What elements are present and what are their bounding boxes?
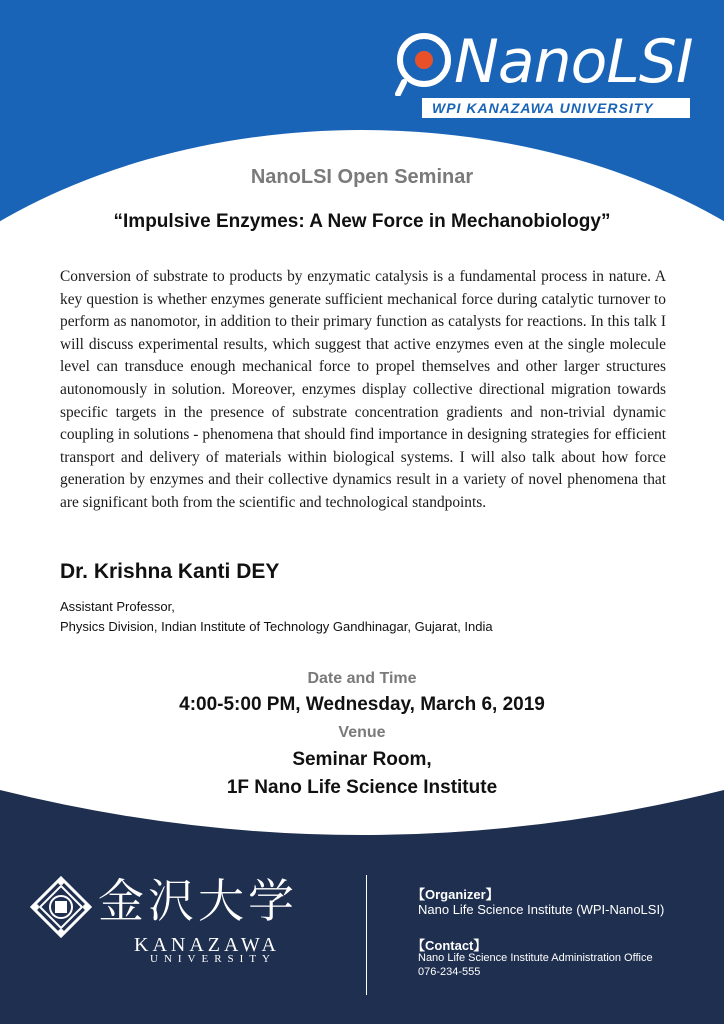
speaker-name: Dr. Krishna Kanti DEY (60, 560, 280, 583)
logo-subtitle (422, 98, 690, 118)
nanolsi-logo (394, 28, 694, 120)
university-name: KANAZAWA (134, 934, 280, 956)
seminar-series: NanoLSI Open Seminar (250, 166, 474, 188)
speaker-position: Assistant Professor, (60, 599, 175, 614)
footer-divider (366, 875, 367, 995)
kanazawa-emblem-icon (30, 876, 92, 938)
contact-label: 【Contact】 (412, 938, 487, 953)
speaker-affiliation (60, 597, 493, 637)
date-time-label: Date and Time (307, 670, 417, 687)
contact-phone: 076-234-555 (418, 966, 481, 978)
logo-wordmark: NanoLSI (454, 27, 693, 97)
university-sub: UNIVERSITY (150, 953, 276, 965)
university-kanji: 金沢大学 (98, 874, 298, 928)
venue-line-1: Seminar Room, (292, 749, 432, 770)
organizer-label: 【Organizer】 (412, 887, 499, 902)
date-time-value: 4:00-5:00 PM, Wednesday, March 6, 2019 (179, 694, 545, 715)
nanolsi-mark-icon (394, 30, 456, 96)
speaker-institute: Physics Division, Indian Institute of Technology Gandhinagar, Gujarat, India (60, 619, 493, 634)
venue-label: Venue (338, 724, 386, 741)
abstract-text: Conversion of substrate to products by enzymatic catalysis is a fundamental process in nature. A key question is whether enzymes generate sufficient mechanical force during catalytic turnover to perform as nanomotor, in addition to their primary function as catalysts for reactions. In this talk I will discuss experimental results, which suggest that active enzymes even at the single molecule level can transduce enough mechanical force to propel themselves and other larger structures autonomously in solution. Moreover, enzymes display collective directional migration towards specific targets in the presence of substrate concentration gradients and non-trivial dynamic coupling in solutions - phenomena that should find importance in designing strategies for efficient transport and delivery of materials within biological systems. I will also talk about how force generation by enzymes and their collective dynamics result in a variety of novel phenomena that are significant both from the scientific and technological standpoints. (60, 268, 666, 511)
contact-office: Nano Life Science Institute Administration Office (418, 952, 653, 964)
venue-line-2: 1F Nano Life Science Institute (226, 777, 498, 798)
logo-wpi: WPI (432, 100, 462, 116)
logo-university: KANAZAWA UNIVERSITY (466, 100, 654, 116)
seminar-title: “Impulsive Enzymes: A New Force in Mechanobiology” (113, 211, 611, 232)
organizer-value: Nano Life Science Institute (WPI-NanoLSI) (418, 902, 665, 917)
